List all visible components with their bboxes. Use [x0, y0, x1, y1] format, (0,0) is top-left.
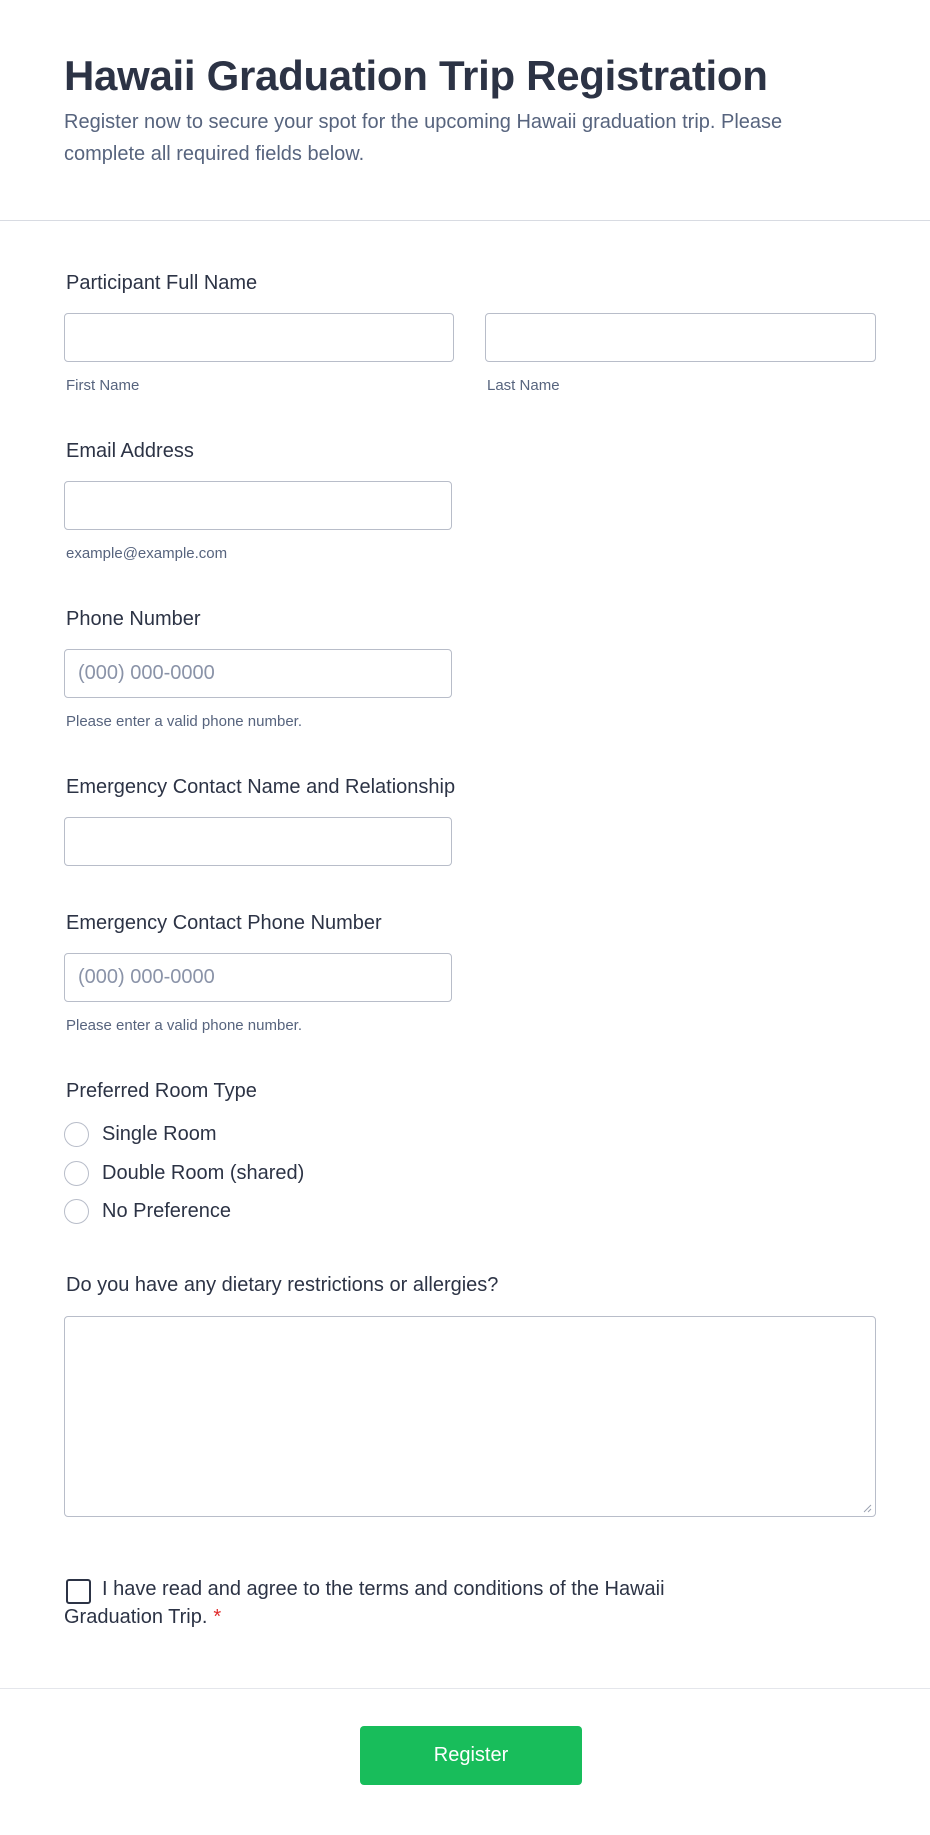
phone-input[interactable]: [64, 649, 452, 698]
radio-label: Single Room: [102, 1122, 217, 1145]
form-title: Hawaii Graduation Trip Registration: [64, 52, 768, 99]
emergency-phone-sublabel: Please enter a valid phone number.: [66, 1017, 302, 1034]
email-sublabel: example@example.com: [66, 545, 228, 562]
last-name-sublabel: Last Name: [487, 377, 560, 394]
first-name-sublabel: First Name: [66, 377, 140, 394]
terms-text: I have read and agree to the terms and conditions of the Hawaii Graduation Trip.: [64, 1578, 665, 1628]
emergency-name-input[interactable]: [64, 817, 452, 866]
emergency-phone-input[interactable]: [64, 953, 452, 1002]
first-name-input[interactable]: [64, 313, 454, 362]
phone-sublabel: Please enter a valid phone number.: [66, 713, 302, 730]
radio-button[interactable]: [64, 1199, 89, 1224]
required-asterisk: *: [213, 1606, 222, 1628]
radio-label: Double Room (shared): [102, 1161, 305, 1184]
form-subtitle: Register now to secure your spot for the upcoming Hawaii graduation trip. Please complete all required fields below.: [64, 111, 783, 165]
resize-grip-icon[interactable]: [862, 1503, 872, 1513]
dietary-label: Do you have any dietary restrictions or allergies?: [66, 1274, 499, 1296]
form-header: [0, 0, 930, 221]
footer-divider: [0, 1688, 930, 1689]
radio-button[interactable]: [64, 1161, 89, 1186]
phone-label: Phone Number: [66, 608, 201, 630]
dietary-textarea[interactable]: [64, 1316, 876, 1517]
radio-label: No Preference: [102, 1199, 231, 1222]
radio-option-no-preference[interactable]: [64, 1198, 231, 1224]
radio-option-single-room[interactable]: [64, 1121, 217, 1147]
emergency-phone-label: Emergency Contact Phone Number: [66, 912, 382, 934]
radio-button[interactable]: [64, 1122, 89, 1147]
last-name-input[interactable]: [485, 313, 876, 362]
radio-option-double-room[interactable]: [64, 1160, 304, 1186]
email-input[interactable]: [64, 481, 452, 530]
email-label: Email Address: [66, 440, 194, 462]
emergency-name-label: Emergency Contact Name and Relationship: [66, 776, 456, 798]
terms-label: [64, 1575, 744, 1631]
room-type-label: Preferred Room Type: [66, 1080, 257, 1102]
full-name-label: Participant Full Name: [66, 272, 258, 294]
register-button[interactable]: Register: [360, 1726, 582, 1785]
